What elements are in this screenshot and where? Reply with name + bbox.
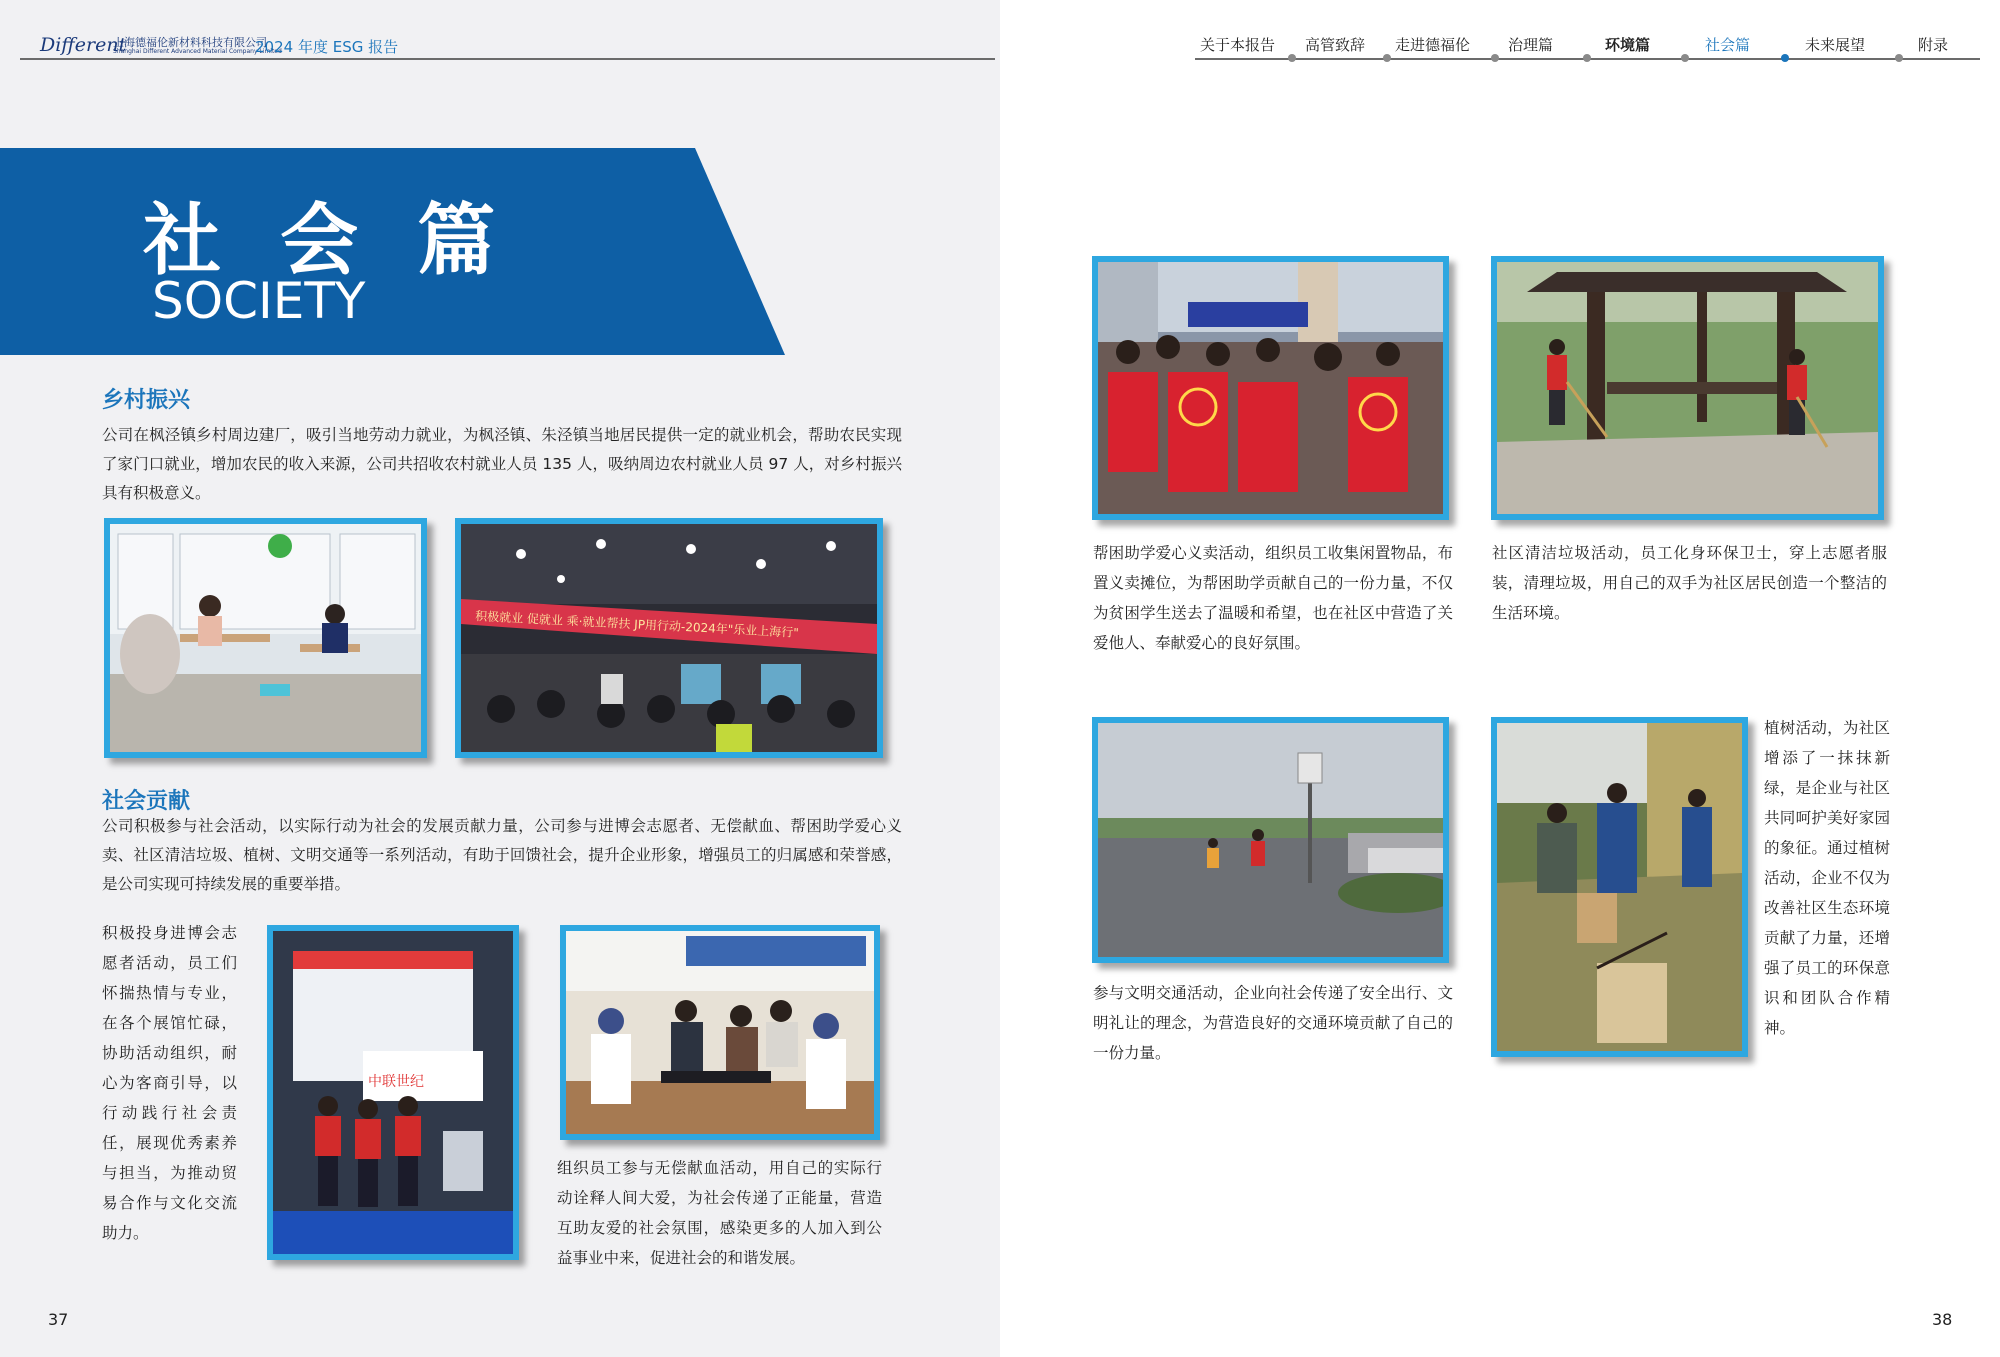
- job-fair-photo: [104, 518, 427, 758]
- nav-company[interactable]: 走进德福伦: [1395, 36, 1471, 54]
- nav-governance[interactable]: 治理篇: [1508, 36, 1554, 54]
- clean-caption: 社区清洁垃圾活动，员工化身环保卫士，穿上志愿者服装，清理垃圾，用自己的双手为社区居民创造一个整洁的生活环境。: [1492, 544, 1887, 622]
- company-logo: Different: [40, 34, 127, 56]
- nav-dot: [1491, 54, 1499, 62]
- job-fair-illustration: [110, 524, 421, 752]
- nav-dot: [1383, 54, 1391, 62]
- company-name-en: Shanghai Different Advanced Material Company Limited: [113, 48, 282, 55]
- trees-caption: 植树活动，为社区增添了一抹抹新绿，是企业与社区共同呵护美好家园的象征。通过植树活动，企业不仅为改善社区生态环境贡献了力量，还增强了员工的环保意识和团队合作精神。: [1764, 719, 1890, 1037]
- nav-society[interactable]: 社会篇: [1705, 36, 1751, 54]
- report-title: 2024 年度 ESG 报告: [255, 38, 399, 56]
- expo-caption: 积极投身进博会志愿者活动，员工们怀揣热情与专业，在各个展馆忙碌，协助活动组织，耐心为客商引导，以行动践行社会责任，展现优秀素养与担当，为推动贸易合作与文化交流助力。: [102, 924, 237, 1242]
- career-expo-illustration: [461, 524, 877, 752]
- company-name-cn: 上海德福伦新材料科技有限公司: [113, 36, 267, 49]
- contribution-paragraph: 公司积极参与社会活动，以实际行动为社会的发展贡献力量，公司参与进博会志愿者、无偿献血、帮困助学爱心义卖、社区清洁垃圾、植树、文明交通等一系列活动，有助于回馈社会，提升企业形象，增强员工的归属感和荣誉感，是公司实现可持续发展的重要举措。: [102, 817, 902, 893]
- contribution-title: 社会贡献: [102, 789, 191, 814]
- charity-sale-photo: [1092, 256, 1449, 520]
- nav-about[interactable]: 关于本报告: [1200, 36, 1276, 54]
- nav-dot-active: [1781, 54, 1789, 62]
- nav-dot: [1895, 54, 1903, 62]
- hall-banner-text: 积极就业 促就业 乘·就业帮扶 JP用行动-2024年"乐业上海行": [474, 609, 800, 640]
- rural-title: 乡村振兴: [102, 388, 191, 413]
- blood-caption: 组织员工参与无偿献血活动，用自己的实际行动诠释人间大爱，为社会传递了正能量，营造互助友爱的社会氛围，感染更多的人加入到公益事业中来，促进社会的和谐发展。: [557, 1159, 882, 1267]
- expo-volunteer-illustration: [273, 931, 513, 1254]
- nav-appendix[interactable]: 附录: [1918, 36, 1949, 54]
- community-clean-illustration: [1497, 262, 1878, 514]
- charity-sale-illustration: [1098, 262, 1443, 514]
- nav-environment[interactable]: 环境篇: [1605, 36, 1651, 54]
- traffic-caption: 参与文明交通活动，企业向社会传递了安全出行、文明礼让的理念，为营造良好的交通环境贡献了自己的一份力量。: [1093, 984, 1453, 1062]
- nav-dot: [1288, 54, 1296, 62]
- nav-dot: [1681, 54, 1689, 62]
- nav-future[interactable]: 未来展望: [1805, 36, 1866, 54]
- charity-caption: 帮困助学爱心义卖活动，组织员工收集闲置物品，布置义卖摊位，为帮困助学贡献自己的一份力量，不仅为贫困学生送去了温暖和希望，也在社区中营造了关爱他人、奉献爱心的良好氛围。: [1093, 544, 1453, 652]
- rural-paragraph: 公司在枫泾镇乡村周边建厂，吸引当地劳动力就业，为枫泾镇、朱泾镇当地居民提供一定的就业机会，帮助农民实现了家门口就业，增加农民的收入来源，公司共招收农村就业人员 135 人，吸纳周边农村就业人员 97 人，对乡村振兴具有积极意义。: [102, 426, 902, 502]
- blood-donation-illustration: [566, 931, 874, 1134]
- blood-donation-photo: [560, 925, 880, 1140]
- community-clean-photo: [1491, 256, 1884, 520]
- page-number-right: 38: [1932, 1310, 1953, 1329]
- right-page: [1000, 0, 2000, 1357]
- page-number-left: 37: [48, 1310, 69, 1329]
- nav-executive[interactable]: 高管致辞: [1305, 36, 1366, 54]
- expo-volunteer-photo: [267, 925, 519, 1260]
- civilized-traffic-photo: [1092, 717, 1449, 963]
- career-expo-photo: [455, 518, 883, 758]
- civilized-traffic-illustration: [1098, 723, 1443, 957]
- nav-dot: [1583, 54, 1591, 62]
- banner-title-en: SOCIETY: [152, 272, 366, 330]
- header-rule-left: [20, 58, 995, 60]
- tree-planting-photo: [1491, 717, 1748, 1057]
- expo-sign-text: 中联世纪: [368, 1074, 424, 1090]
- tree-planting-illustration: [1497, 723, 1742, 1051]
- banner-title-cn: 社 会 篇: [143, 196, 512, 286]
